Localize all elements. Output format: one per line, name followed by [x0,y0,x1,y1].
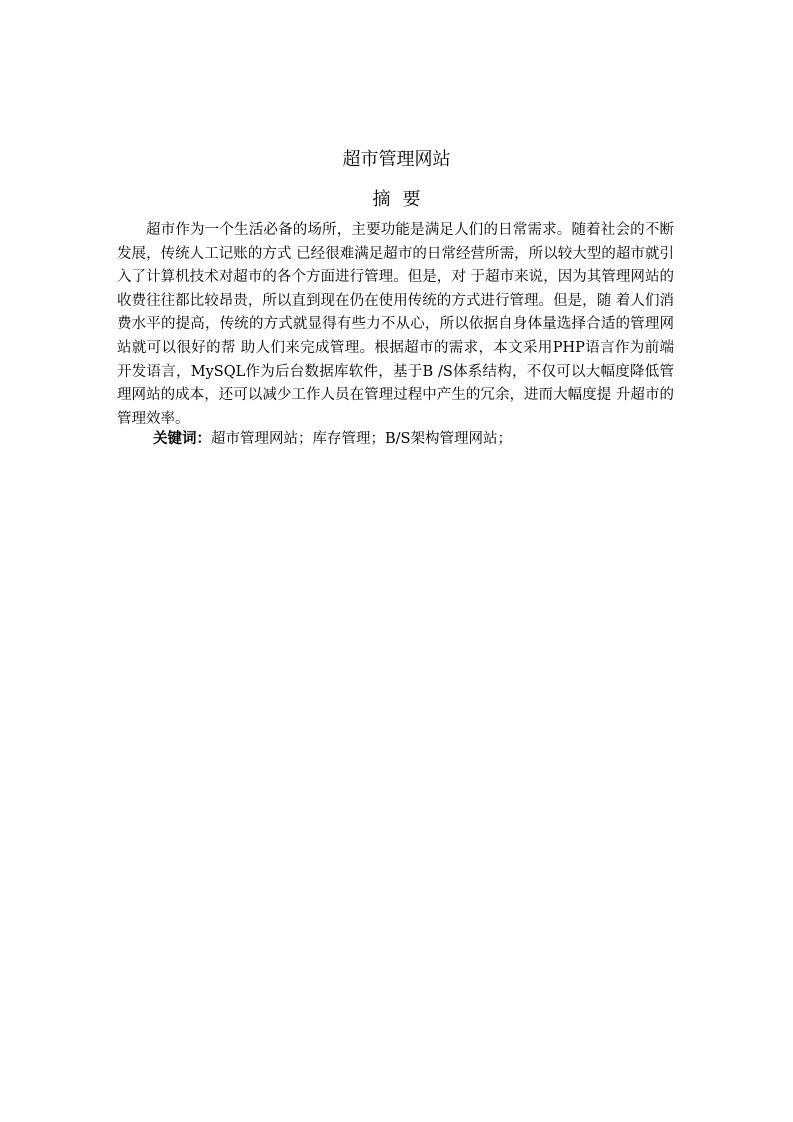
document-title: 超市管理网站 [342,149,451,170]
abstract-heading: 摘要 [372,189,433,210]
keywords-value: 超市管理网站；库存管理；B/S架构管理网站； [211,431,512,447]
abstract-body: 超市作为一个生活必备的场所，主要功能是满足人们的日常需求。随着社会的不断发展，传统人工记账的方式 已经很难满足超市的日常经营所需，所以较大型的超市就引入了计算机技术对超市的各个方面进行管理。但是，对 于超市来说，因为其管理网站的收费往往都比较昂贵，所以直到现在仍在使用传统的方式进行管理。但是，随 着人们消费水平的提高，传统的方式就显得有些力不从心，所以依据自身体量选择合适的管理网站就可以很好的帮 助人们来完成管理。根据超市的需求，本文采用PHP语言作为前端开发语言，MySQL作为后台数据库软件，基于B /S体系结构，不仅可以大幅度降低管理网站的成本，还可以减少工作人员在管理过程中产生的冗余，进而大幅度提 升超市的管理效率。 [117,222,674,427]
keywords-line [153,428,674,451]
keywords-label: 关键词： [153,431,211,447]
